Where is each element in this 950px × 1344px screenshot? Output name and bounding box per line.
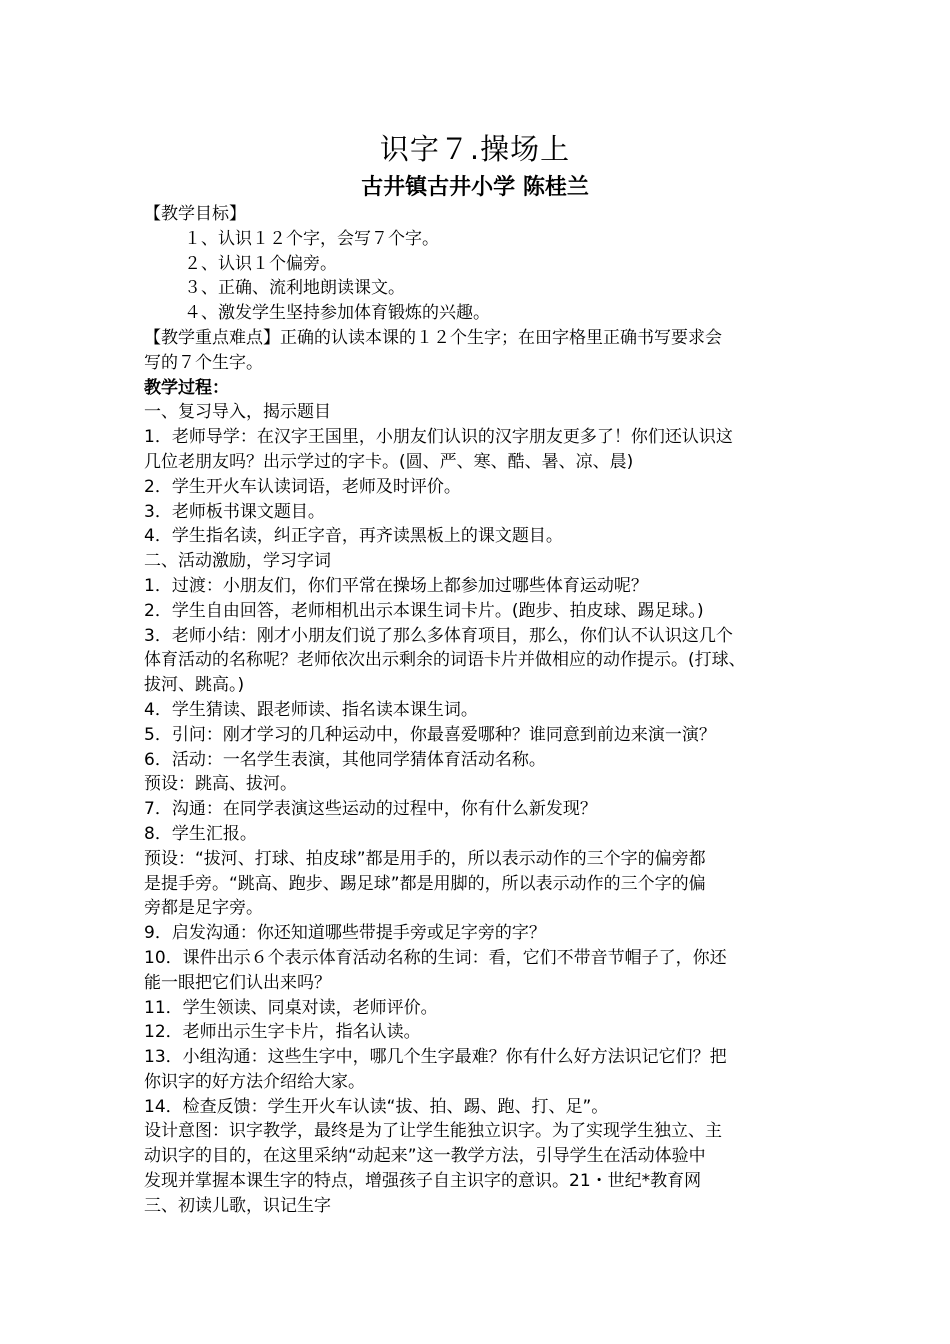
- body-line: 你识字的好方法介绍给大家。: [144, 1071, 365, 1092]
- body-line: １、认识１２个字，会写７个字。: [184, 228, 439, 249]
- body-line: 二、活动激励，学习字词: [144, 551, 331, 572]
- body-line: 11．学生领读、同桌对读，老师评价。: [144, 997, 438, 1018]
- body-line: 9．启发沟通：你还知道哪些带提手旁或足字旁的字？: [144, 923, 546, 944]
- body-line: ３、正确、流利地朗读课文。: [184, 278, 405, 299]
- body-line: 1．过渡：小朋友们，你们平常在操场上都参加过哪些体育运动呢？: [144, 575, 648, 596]
- body-line: 2．学生自由回答，老师相机出示本课生词卡片。(跑步、拍皮球、踢足球。): [144, 600, 704, 621]
- body-line: 3．老师小结：刚才小朋友们说了那么多体育项目，那么，你们认不认识这几个: [144, 625, 733, 646]
- body-line: 6．活动：一名学生表演，其他同学猜体育活动名称。: [144, 749, 546, 770]
- document-title: 识字７.操场上: [379, 132, 571, 166]
- body-line: 是提手旁。“跳高、跑步、踢足球”都是用脚的，所以表示动作的三个字的偏: [144, 873, 706, 894]
- body-line: 设计意图：识字教学，最终是为了让学生能独立识字。为了实现学生独立、主: [144, 1121, 722, 1142]
- body-line: 2．学生开火车认读词语，老师及时评价。: [144, 476, 461, 497]
- body-line: 4．学生猜读、跟老师读、指名读本课生词。: [144, 699, 478, 720]
- body-line: 5．引问：刚才学习的几种运动中，你最喜爱哪种？谁同意到前边来演一演？: [144, 724, 716, 745]
- document-subtitle: 古井镇古井小学 陈桂兰: [361, 175, 589, 200]
- body-line: 预设：跳高、拔河。: [144, 774, 297, 795]
- body-line: 一、复习导入，揭示题目: [144, 402, 331, 423]
- body-line: 几位老朋友吗？出示学过的字卡。(圆、严、寒、酷、暑、凉、晨): [144, 451, 634, 472]
- body-line: 拔河、跳高。): [144, 675, 245, 696]
- body-line: 【教学重点难点】正确的认读本课的１２个生字；在田字格里正确书写要求会: [144, 327, 722, 348]
- body-line: 三、初读儿歌，识记生字: [144, 1195, 331, 1216]
- body-line: ２、认识１个偏旁。: [184, 253, 337, 274]
- body-line: 13．小组沟通：这些生字中，哪几个生字最难？你有什么好方法识记它们？把: [144, 1047, 727, 1068]
- body-line: 12．老师出示生字卡片，指名认读。: [144, 1022, 421, 1043]
- body-line: 能一眼把它们认出来吗？: [144, 972, 331, 993]
- body-line: 发现并掌握本课生字的特点，增强孩子自主识字的意识。21・世纪*教育网: [144, 1171, 702, 1192]
- body-line: 旁都是足字旁。: [144, 898, 263, 919]
- body-line: 7．沟通：在同学表演这些运动的过程中，你有什么新发现？: [144, 799, 597, 820]
- body-line: 体育活动的名称呢？老师依次出示剩余的词语卡片并做相应的动作提示。(打球、: [144, 650, 746, 671]
- body-line: 【教学目标】: [144, 204, 246, 224]
- document-body: [144, 202, 820, 1219]
- body-line: 8．学生汇报。: [144, 823, 257, 844]
- body-line: 10．课件出示６个表示体育活动名称的生词：看，它们不带音节帽子了，你还: [144, 947, 727, 968]
- body-line: 写的７个生字。: [144, 352, 263, 373]
- body-line: 教学过程：: [144, 377, 229, 398]
- body-line: 1．老师导学：在汉字王国里，小朋友们认识的汉字朋友更多了！你们还认识这: [144, 427, 733, 448]
- body-line: 动识字的目的，在这里采纳“动起来”这一教学方法，引导学生在活动体验中: [144, 1146, 706, 1167]
- body-line: 预设：“拔河、打球、拍皮球”都是用手的，所以表示动作的三个字的偏旁都: [144, 848, 706, 869]
- body-line: ４、激发学生坚持参加体育锻炼的兴趣。: [184, 303, 490, 324]
- body-line: 3．老师板书课文题目。: [144, 501, 325, 522]
- body-line: 14．检查反馈：学生开火车认读“拔、拍、踢、跑、打、足”。: [144, 1096, 609, 1117]
- body-line: 4．学生指名读，纠正字音，再齐读黑板上的课文题目。: [144, 526, 563, 547]
